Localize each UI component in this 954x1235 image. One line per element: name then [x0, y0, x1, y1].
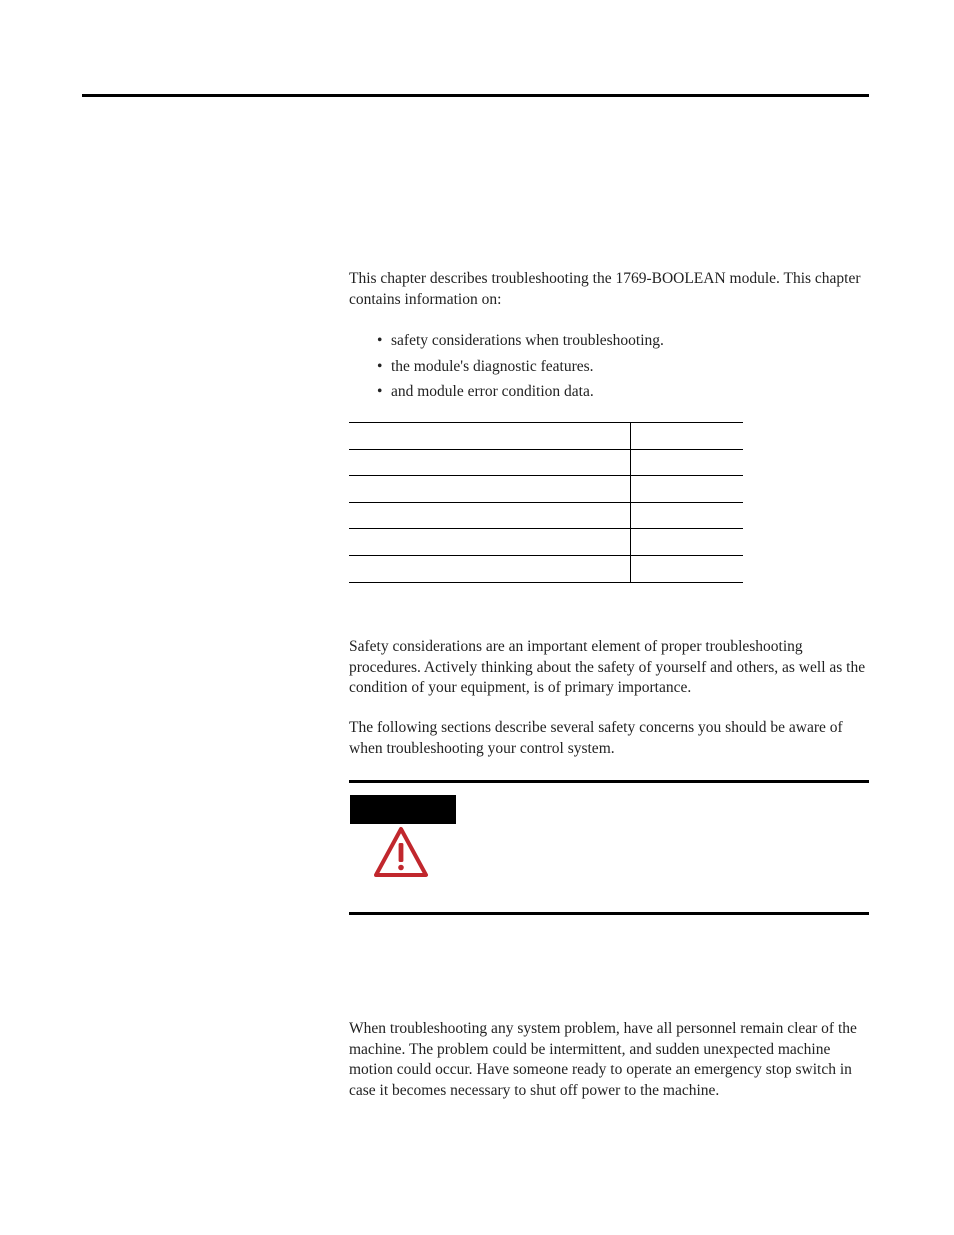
- list-item: [377, 357, 664, 383]
- list-item: [377, 331, 664, 357]
- table-cell-topic: [349, 529, 631, 556]
- safety-paragraph-1: Safety considerations are an important element of proper troubleshooting procedures. Actively thinking about the safety of yourself and others, as well as the condition of your equipment, is of primary importance.: [349, 638, 866, 696]
- table-cell-topic: [349, 476, 631, 503]
- table-cell-page: [631, 449, 744, 476]
- header-rule: [82, 94, 869, 97]
- table-row: [349, 555, 743, 582]
- table-row: [349, 529, 743, 556]
- bullet-icon: •: [377, 332, 383, 349]
- table-cell-topic: [349, 502, 631, 529]
- table-row: [349, 449, 743, 476]
- table-cell-page: [631, 423, 744, 450]
- list-item-text: and module error condition data.: [391, 383, 594, 400]
- table-cell-page: [631, 529, 744, 556]
- table-cell-topic: [349, 449, 631, 476]
- table-cell-topic: [349, 555, 631, 582]
- attention-label: [350, 795, 456, 824]
- table-row: [349, 423, 743, 450]
- attention-top-rule: [349, 780, 869, 783]
- safety-paragraph-2: The following sections describe several safety concerns you should be aware of when troubleshooting your control system.: [349, 719, 843, 757]
- clear-machine-paragraph: When troubleshooting any system problem, have all personnel remain clear of the machine. The problem could be intermittent, and sudden unexpected machine motion could occur. Have someone ready to operate an emergency stop switch in case it becomes necessary to shut off power to the machine.: [349, 1020, 857, 1099]
- bullet-icon: •: [377, 357, 383, 375]
- table-cell-topic: [349, 423, 631, 450]
- list-item-text: safety considerations when troubleshooting.: [391, 332, 664, 349]
- attention-bottom-rule: [349, 912, 869, 915]
- table-cell-page: [631, 555, 744, 582]
- warning-triangle-icon: [373, 826, 429, 878]
- topic-page-table: [349, 422, 743, 583]
- list-item-text: the module's diagnostic features.: [391, 357, 594, 375]
- bullet-icon: •: [377, 383, 383, 400]
- table-row: [349, 476, 743, 503]
- topics-bullet-list: [377, 331, 664, 408]
- intro-paragraph: This chapter describes troubleshooting the 1769-BOOLEAN module. This chapter contains information on:: [349, 270, 861, 308]
- table-row: [349, 502, 743, 529]
- list-item: [377, 382, 664, 408]
- table-cell-page: [631, 476, 744, 503]
- table-cell-page: [631, 502, 744, 529]
